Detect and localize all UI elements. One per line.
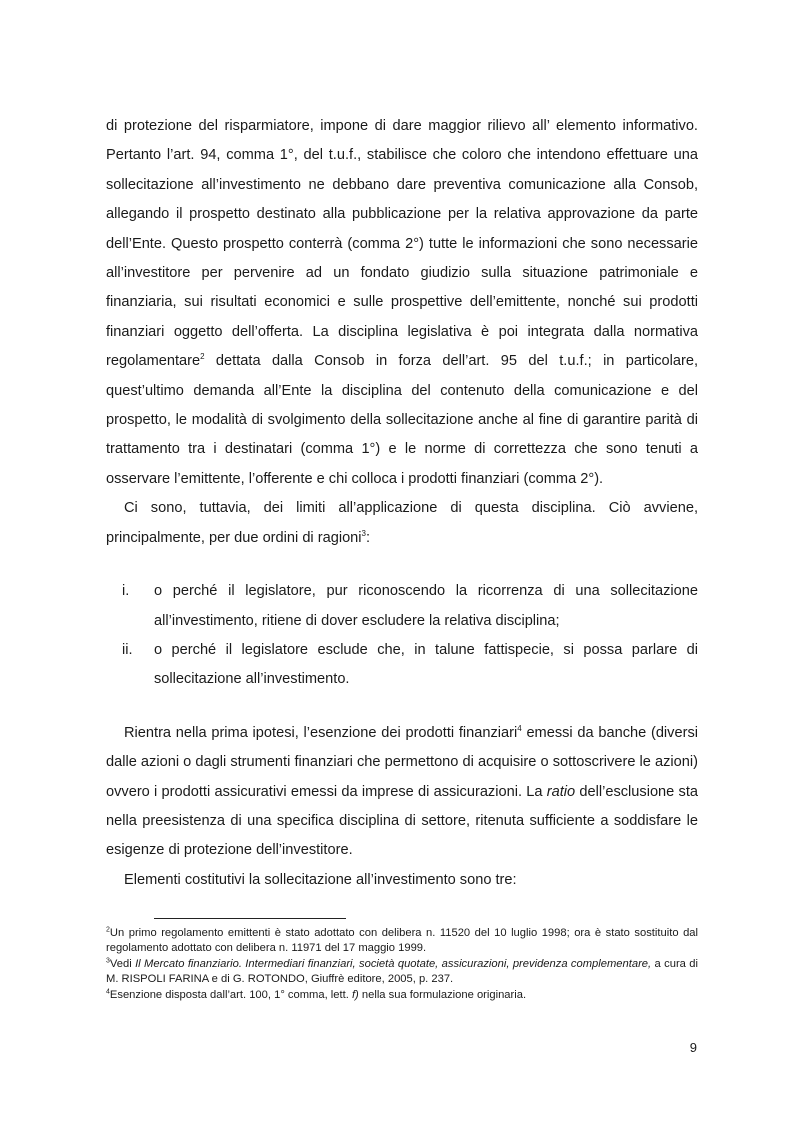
list-item-text: o perché il legislatore esclude che, in talune fattispecie, si possa parlare di sollecitazione all’investimento. — [154, 641, 698, 688]
page-body — [106, 112, 698, 895]
footnote-ref-3[interactable]: 3 — [361, 528, 366, 538]
reasons-list — [106, 577, 698, 695]
footnote-ref-2[interactable]: 2 — [200, 352, 205, 362]
paragraph-3-text-mid: emessi da banche (diversi dalle azioni o dagli strumenti finanziari che permettono di acquisire o sottoscrivere le azioni) ovvero i prodotti assicurativi emessi da imprese di assicurazioni. La — [106, 724, 698, 800]
footnote-4-pre: Esenzione disposta dall’art. 100, 1° comma, lett. — [109, 988, 352, 1001]
paragraph-3 — [106, 719, 698, 866]
footnote-2 — [106, 926, 698, 957]
ratio-italic: ratio — [546, 783, 576, 800]
footnote-4 — [106, 988, 698, 1003]
list-item-number: ii. — [122, 641, 133, 658]
list-item-number: i. — [122, 583, 130, 600]
list-item — [106, 577, 698, 636]
paragraph-3-text: Rientra nella prima ipotesi, l’esenzione dei prodotti finanziari — [124, 724, 518, 741]
paragraph-4: Elementi costitutivi la sollecitazione all’investimento sono tre: — [124, 871, 517, 888]
list-item — [106, 636, 698, 695]
paragraph-1-text: di protezione del risparmiatore, impone di dare maggior rilievo all’ elemento informativo. Pertanto l’art. 94, comma 1°, del t.u.f., stabilisce che coloro che intendono effettuare una sollecitazione all’investimento ne debbano dare preventiva comunicazione alla Consob, allegando il prospetto destinato alla pubblicazione per la relativa approvazione da parte dell’Ente. Questo prospetto conterrà (comma 2°) tutte le informazioni che sono necessarie all’investitore per pervenire ad un fondato giudizio sulla situazione patrimoniale e finanziaria, sui risultati economici e sulle prospettive dell’emittente, nonché sui prodotti finanziari oggetto dell’offerta. La disciplina legislativa è poi integrata dalla normativa regolamentare — [106, 118, 698, 370]
paragraph-2-end: : — [366, 529, 371, 546]
footnote-2-number: 2 — [106, 926, 110, 934]
paragraph-1 — [106, 112, 698, 494]
footnotes — [106, 926, 698, 1003]
footnote-4-letter: f) — [351, 988, 359, 1001]
paragraph-1-text-rest: dettata dalla Consob in forza dell’art. 95 del t.u.f.; in particolare, quest’ultimo demanda all’Ente la disciplina del contenuto della comunicazione e del prospetto, le modalità di svolgimento della sollecitazione anche al fine di garantire parità di trattamento tra i destinatari (comma 1°) e le norme di correttezza che sono tenuti a osservare l’emittente, l’offerente e chi colloca i prodotti finanziari (comma 2°). — [106, 353, 698, 487]
footnote-3-title: Il Mercato finanziario. Intermediari finanziari, società quotate, assicurazioni, previdenza complementare, — [135, 957, 652, 970]
footnote-4-post: nella sua formulazione originaria. — [358, 988, 527, 1001]
footnote-2-text: Un primo regolamento emittenti è stato adottato con delibera n. 11520 del 10 luglio 1998; ora è stato sostituito dal regolamento adottato con delibera n. 11971 del 17 maggio 1999. — [106, 927, 698, 955]
footnote-3-post: a cura di M. RISPOLI FARINA e di G. ROTONDO, Giuffrè editore, 2005, p. 237. — [106, 957, 698, 986]
page-number: 9 — [689, 1040, 697, 1055]
paragraph-3-text-end: dell’esclusione sta nella preesistenza di una specifica disciplina di settore, ritenuta sufficiente a soddisfare le esigenze di protezione dell’investitore. — [106, 783, 699, 859]
footnote-4-number: 4 — [106, 987, 110, 995]
footnote-ref-4[interactable]: 4 — [517, 723, 522, 733]
footnote-separator — [154, 918, 346, 919]
paragraph-2 — [106, 494, 698, 553]
footnote-3 — [106, 957, 698, 988]
footnote-3-number: 3 — [106, 957, 110, 965]
list-item-text: o perché il legislatore, pur riconoscendo la ricorrenza di una sollecitazione all’investimento, ritiene di dover escludere la relativa disciplina; — [154, 583, 698, 629]
paragraph-2-text: Ci sono, tuttavia, dei limiti all’applicazione di questa disciplina. Ciò avviene, principalmente, per due ordini di ragioni — [106, 500, 698, 546]
footnote-3-pre: Vedi — [109, 957, 136, 970]
